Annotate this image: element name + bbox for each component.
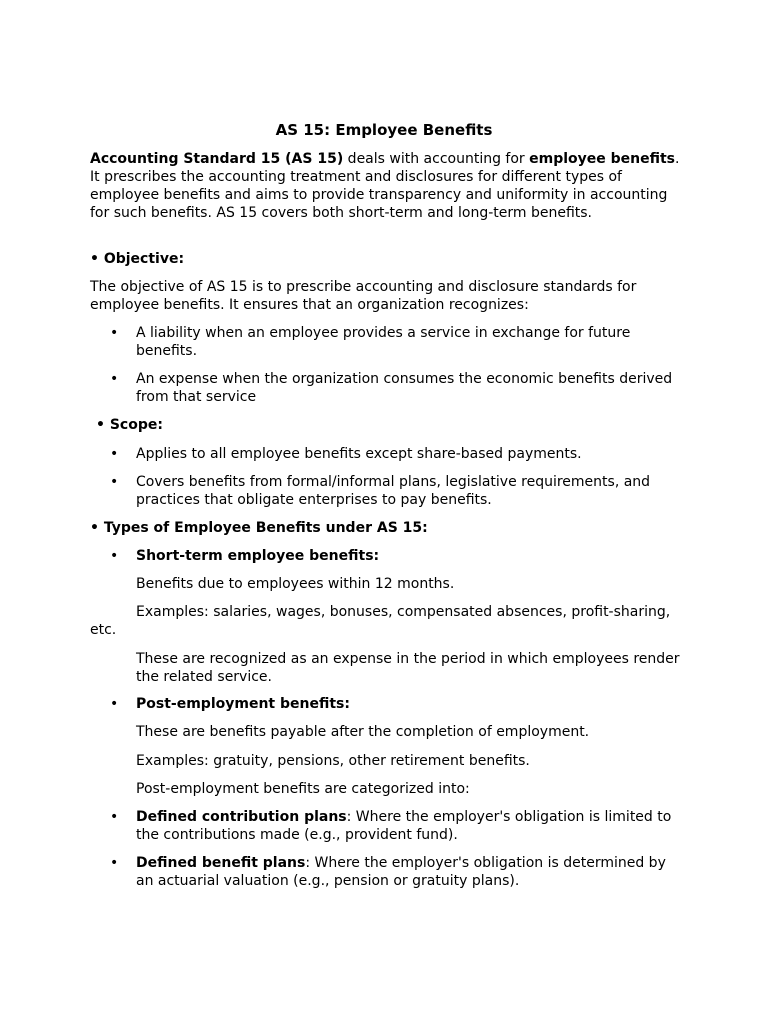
short-term-examples-line: Examples: salaries, wages, bonuses, compensated absences, profit-sharing, (136, 604, 671, 620)
plan-description: : Where the employer's obligation is limited to (346, 809, 672, 825)
post-employment-para: These are benefits payable after the completion of employment. (136, 724, 590, 740)
intro-line: It prescribes the accounting treatment and disclosures for different types of (90, 169, 622, 185)
short-term-recognition-line: These are recognized as an expense in the period in which employees render (136, 651, 680, 667)
bullet-marker: • (110, 855, 119, 871)
objective-heading: • Objective: (90, 251, 185, 267)
page-title: AS 15: Employee Benefits (275, 121, 493, 139)
objective-bullet-line: A liability when an employee provides a service in exchange for future (136, 325, 631, 341)
scope-bullet-line: Applies to all employee benefits except share-based payments. (136, 446, 582, 462)
plan-name: Defined benefit plans (136, 855, 306, 871)
intro-line: employee benefits and aims to provide transparency and uniformity in accounting (90, 187, 668, 203)
intro-line: for such benefits. AS 15 covers both short-term and long-term benefits. (90, 205, 593, 221)
plan-line-1 (136, 854, 666, 872)
short-term-examples-line: etc. (90, 622, 117, 638)
bullet-marker: • (110, 809, 119, 825)
bullet-marker: • (110, 325, 119, 341)
plan-name: Defined contribution plans (136, 809, 347, 825)
intro-bold-term: Accounting Standard 15 (AS 15) (90, 151, 344, 167)
bullet-marker: • (110, 548, 119, 564)
short-term-heading: Short-term employee benefits: (136, 548, 380, 564)
scope-bullet-line: Covers benefits from formal/informal plans, legislative requirements, and (136, 474, 651, 490)
bullet-marker: • (110, 371, 119, 387)
intro-bold-term-2: employee benefits (529, 151, 676, 167)
plan-line-2: an actuarial valuation (e.g., pension or gratuity plans). (136, 873, 520, 889)
plan-description: : Where the employer's obligation is determined by (305, 855, 666, 871)
intro-text: deals with accounting for (343, 151, 530, 167)
post-employment-heading: Post-employment benefits: (136, 696, 350, 712)
scope-heading: • Scope: (96, 417, 163, 433)
objective-para-line: The objective of AS 15 is to prescribe accounting and disclosure standards for (90, 279, 637, 295)
scope-bullet-line: practices that obligate enterprises to pay benefits. (136, 492, 492, 508)
plan-line-1 (136, 808, 671, 826)
bullet-marker: • (110, 446, 119, 462)
objective-bullet-line: benefits. (136, 343, 198, 359)
short-term-recognition-line: the related service. (136, 669, 272, 685)
post-employment-categories: Post-employment benefits are categorized into: (136, 781, 470, 797)
objective-bullet-line: An expense when the organization consumes the economic benefits derived (136, 371, 673, 387)
intro-text-end: . (675, 151, 680, 167)
post-employment-examples: Examples: gratuity, pensions, other retirement benefits. (136, 753, 530, 769)
bullet-marker: • (110, 474, 119, 490)
short-term-para: Benefits due to employees within 12 months. (136, 576, 455, 592)
intro-line-1 (90, 150, 679, 168)
objective-para-line: employee benefits. It ensures that an organization recognizes: (90, 297, 529, 313)
objective-bullet-line: from that service (136, 389, 257, 405)
types-heading: • Types of Employee Benefits under AS 15: (90, 520, 428, 536)
plan-line-2: the contributions made (e.g., provident fund). (136, 827, 458, 843)
bullet-marker: • (110, 696, 119, 712)
